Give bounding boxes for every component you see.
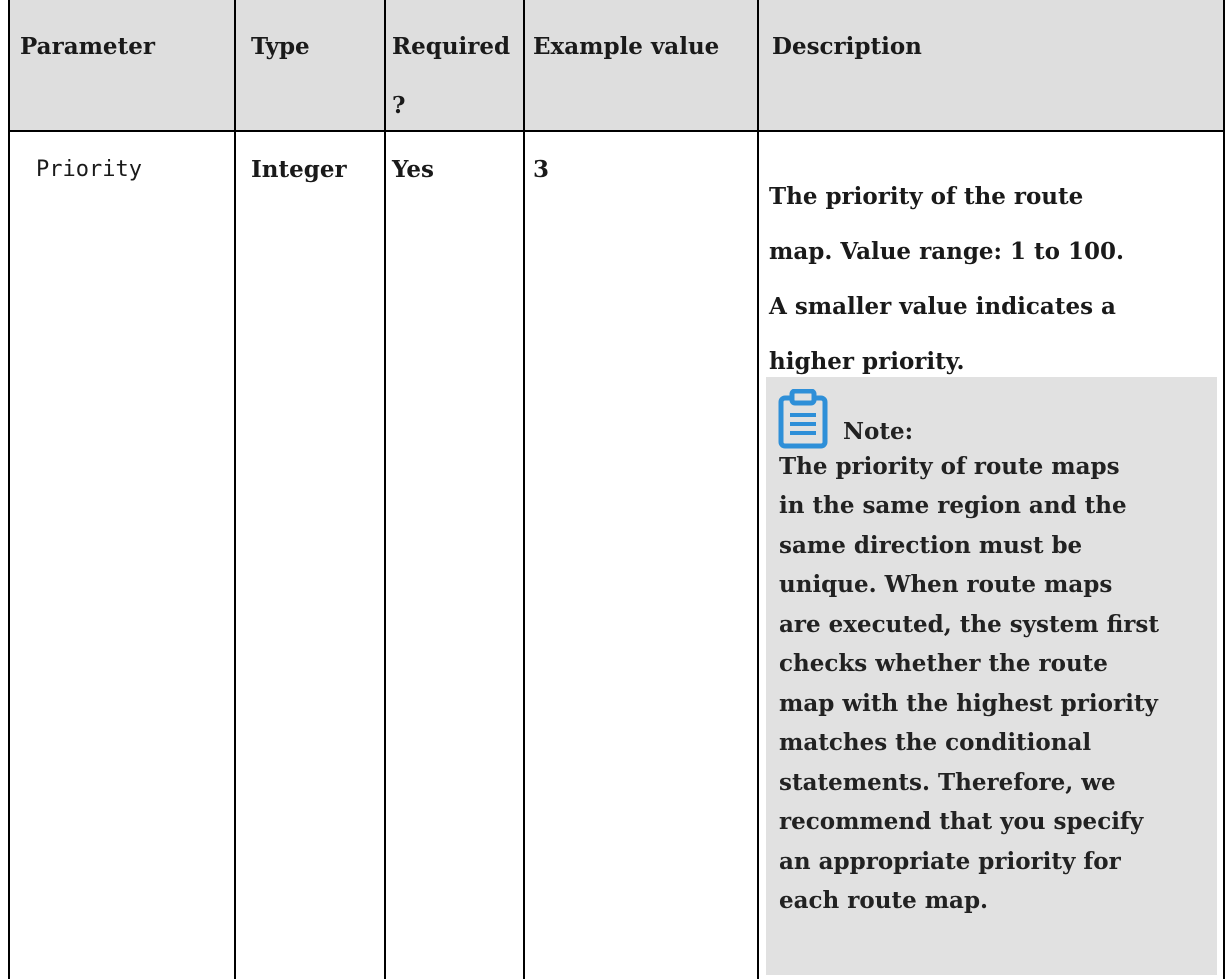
- table-border-right: [1223, 0, 1225, 979]
- header-required: Required: [392, 33, 511, 60]
- header-cell-type: [236, 0, 384, 130]
- header-cell-required: [386, 0, 523, 130]
- column-divider: [234, 0, 236, 979]
- column-divider: [757, 0, 759, 979]
- header-example-value: Example value: [533, 33, 720, 60]
- header-type: Type: [251, 33, 310, 60]
- note-line: recommend that you specify: [779, 808, 1144, 835]
- header-divider: [8, 130, 1225, 132]
- parameter-type: Integer: [251, 156, 347, 183]
- header-cell-example: [525, 0, 757, 130]
- table-border-left: [8, 0, 10, 979]
- note-line: each route map.: [779, 887, 989, 914]
- note-line: unique. When route maps: [779, 571, 1113, 598]
- column-divider: [523, 0, 525, 979]
- column-divider: [384, 0, 386, 979]
- header-description: Description: [772, 33, 922, 60]
- note-line: same direction must be: [779, 532, 1083, 559]
- header-required-wrap: ?: [392, 92, 406, 119]
- parameter-name: Priority: [36, 157, 142, 182]
- note-line: an appropriate priority for: [779, 848, 1121, 875]
- clipboard-note-icon: [778, 389, 828, 449]
- header-parameter: Parameter: [20, 33, 155, 60]
- note-line: The priority of route maps: [779, 453, 1120, 480]
- parameter-example-value: 3: [533, 156, 550, 183]
- description-line: A smaller value indicates a: [769, 293, 1116, 320]
- note-line: statements. Therefore, we: [779, 769, 1116, 796]
- note-line: in the same region and the: [779, 492, 1127, 519]
- description-line: map. Value range: 1 to 100.: [769, 238, 1125, 265]
- note-line: are executed, the system first: [779, 611, 1159, 638]
- note-label: Note:: [843, 418, 914, 445]
- parameter-required: Yes: [392, 156, 435, 183]
- header-cell-description: [759, 0, 1223, 130]
- description-line: higher priority.: [769, 348, 965, 375]
- description-line: The priority of the route: [769, 183, 1084, 210]
- note-line: checks whether the route: [779, 650, 1108, 677]
- note-line: map with the highest priority: [779, 690, 1158, 717]
- note-line: matches the conditional: [779, 729, 1092, 756]
- header-cell-parameter: [10, 0, 234, 130]
